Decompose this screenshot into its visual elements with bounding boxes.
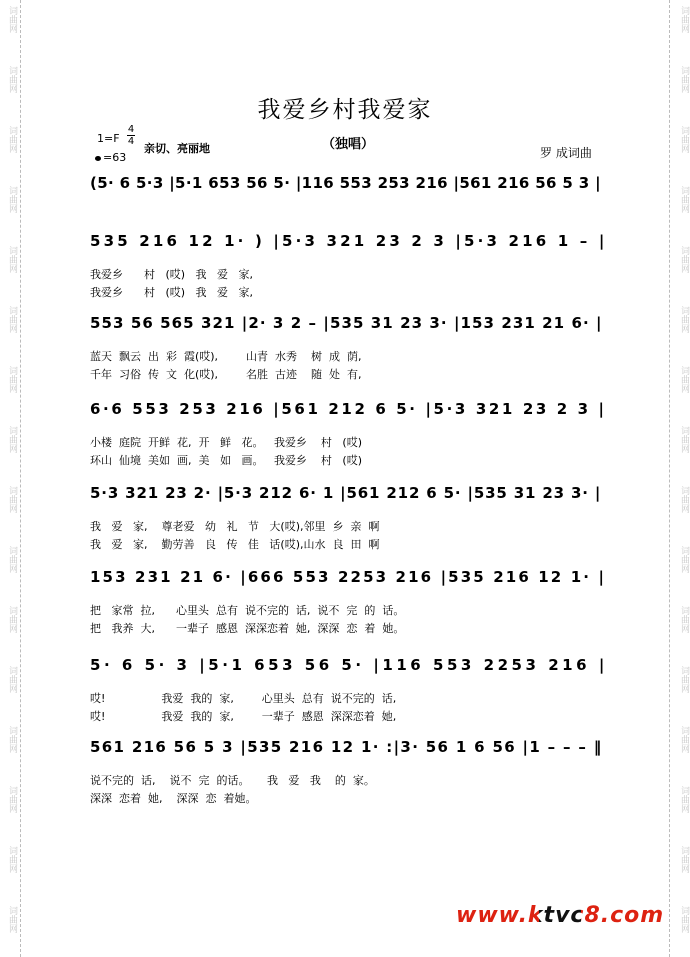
time-signature [127, 124, 135, 147]
lyric-verse-1: 哎! 我爱 我的 家, 心里头 总有 说不完的 话, [90, 692, 397, 705]
lyric-verse-2: 把 我养 大, 一辈子 感恩 深深恋着 她, 深深 恋 着 她。 [90, 622, 405, 635]
lyric-verse-1: 说不完的 话, 说不 完 的话。 我 爱 我 的 家。 [90, 774, 375, 787]
meter-bottom: 4 [127, 136, 135, 147]
watermark-text: 词曲网 [7, 606, 17, 633]
watermark-text: 词曲网 [7, 66, 17, 93]
watermark-text: 词曲网 [679, 486, 689, 513]
score-line [90, 312, 630, 334]
score-line [90, 230, 630, 252]
lyric-verse-1: 我 爱 家, 尊老爱 幼 礼 节 大(哎),邻里 乡 亲 啊 [90, 520, 380, 533]
score-line [90, 398, 630, 420]
watermark-text: 词曲网 [7, 786, 17, 813]
notation-line: 535 216 12 1· ) |5·3 321 23 2 3 |5·3 216 1 – | [90, 232, 608, 250]
composer-credit: 罗 成词曲 [540, 146, 592, 160]
right-watermark-strip [669, 0, 690, 957]
watermark-text: 词曲网 [679, 846, 689, 873]
watermark-text: 词曲网 [679, 786, 689, 813]
notation-line: (5· 6 5·3 |5·1 653 56 5· |116 553 253 216 |561 216 56 5 3 | [90, 174, 601, 192]
lyric-verse-2: 深深 恋着 她, 深深 恋 着她。 [90, 792, 257, 805]
tempo-mark [95, 151, 126, 164]
watermark-text: 词曲网 [7, 906, 17, 933]
watermark-text: 词曲网 [679, 666, 689, 693]
lyric-verse-1: 把 家常 拉, 心里头 总有 说不完的 话, 说不 完 的 话。 [90, 604, 405, 617]
score-line [90, 172, 630, 194]
watermark-text: 词曲网 [7, 306, 17, 333]
watermark-text: 词曲网 [7, 126, 17, 153]
notation-line: 153 231 21 6· |666 553 2253 216 |535 216 12 1· | [90, 568, 607, 586]
watermark-text: 词曲网 [7, 426, 17, 453]
lyric-verse-2: 环山 仙境 美如 画, 美 如 画。 我爱乡 村 (哎) [90, 454, 362, 467]
quarter-note-icon [95, 156, 101, 161]
score-line [90, 736, 630, 758]
score-line [90, 482, 630, 504]
performance-type: （独唱） [322, 137, 375, 152]
watermark-text: 词曲网 [679, 6, 689, 33]
lyric-verse-2: 我 爱 家, 勤劳善 良 传 佳 话(哎),山水 良 田 啊 [90, 538, 380, 551]
watermark-text: 词曲网 [679, 306, 689, 333]
notation-line: 6·6 553 253 216 |561 212 6 5· |5·3 321 23 2 3 | [90, 400, 607, 418]
watermark-text: 词曲网 [679, 726, 689, 753]
score-line [90, 566, 630, 588]
watermark-text: 词曲网 [679, 366, 689, 393]
watermark-text: 词曲网 [7, 246, 17, 273]
watermark-text: 词曲网 [7, 6, 17, 33]
watermark-text: 词曲网 [7, 666, 17, 693]
watermark-text: 词曲网 [7, 366, 17, 393]
lyric-verse-1: 蓝天 飘云 出 彩 霞(哎), 山青 水秀 树 成 荫, [90, 350, 362, 363]
lyric-verse-1: 小楼 庭院 开鲜 花, 开 鲜 花。 我爱乡 村 (哎) [90, 436, 362, 449]
lyric-verse-2: 千年 习俗 传 文 化(哎), 名胜 古迹 随 处 有, [90, 368, 362, 381]
notation-line: 5·3 321 23 2· |5·3 212 6· 1 |561 212 6 5· |535 31 23 3· | [90, 484, 602, 502]
watermark-text: 词曲网 [679, 186, 689, 213]
left-watermark-strip [0, 0, 21, 957]
meter-top: 4 [127, 124, 135, 135]
notation-line: 553 56 565 321 |2· 3 2 – |535 31 23 3· |153 231 21 6· | [90, 314, 603, 332]
watermark-text: 词曲网 [7, 186, 17, 213]
lyric-verse-2: 我爱乡 村 (哎) 我 爱 家, [90, 286, 254, 299]
song-title: 我爱乡村我爱家 [257, 97, 433, 123]
expression-mark: 亲切、亮丽地 [144, 142, 210, 155]
key-signature: 1=F [97, 132, 120, 145]
lyric-verse-2: 哎! 我爱 我的 家, 一辈子 感恩 深深恋着 她, [90, 710, 397, 723]
watermark-text: 词曲网 [679, 66, 689, 93]
watermark-text: 词曲网 [7, 846, 17, 873]
score-line [90, 654, 630, 676]
tempo-value: =63 [103, 151, 127, 164]
watermark-text: 词曲网 [7, 486, 17, 513]
watermark-text: 词曲网 [679, 546, 689, 573]
watermark-text: 词曲网 [679, 126, 689, 153]
watermark-text: 词曲网 [7, 546, 17, 573]
notation-line: 5· 6 5· 3 |5·1 653 56 5· |116 553 2253 216 | [90, 656, 608, 674]
watermark-text: 词曲网 [679, 606, 689, 633]
site-logo [456, 903, 664, 928]
lyric-verse-1: 我爱乡 村 (哎) 我 爱 家, [90, 268, 254, 281]
notation-line: 561 216 56 5 3 |535 216 12 1· :|3· 56 1 6 56 |1 – – – ‖ [90, 738, 603, 756]
watermark-text: 词曲网 [7, 726, 17, 753]
watermark-text: 词曲网 [679, 906, 689, 933]
watermark-text: 词曲网 [679, 246, 689, 273]
brand-text: www.ktvc8.com [456, 903, 665, 928]
watermark-text: 词曲网 [679, 426, 689, 453]
